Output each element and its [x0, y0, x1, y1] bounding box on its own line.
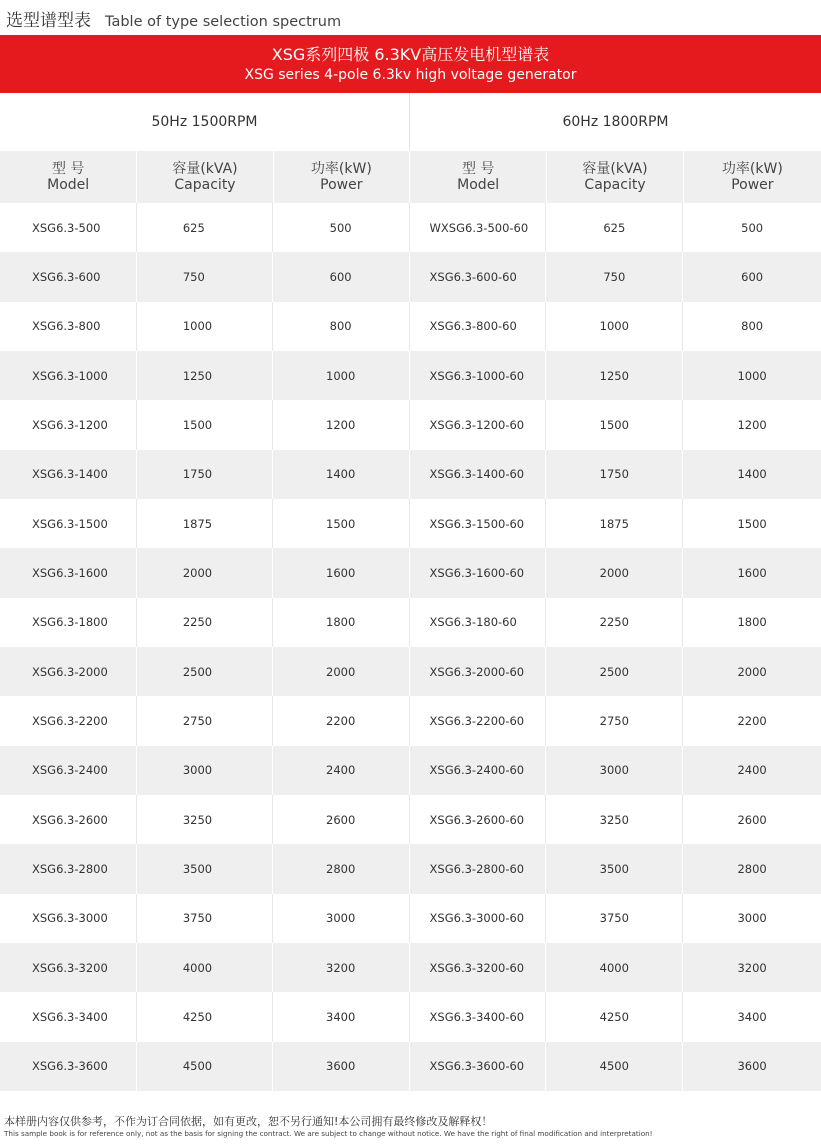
cell-capacity-50: 2750 [137, 696, 273, 745]
footer-en: This sample book is for reference only, not as the basis for signing the contract. We are subject to change without notice. We have the right of final modification and interpretation! [4, 1129, 653, 1138]
table-row [0, 400, 821, 449]
table-row [0, 302, 821, 351]
cell-power-60: 2600 [737, 812, 767, 827]
header-model-50 [0, 151, 137, 203]
frequency-60hz: 60Hz 1800RPM [410, 93, 821, 151]
cell-power-60: 3400 [737, 1009, 767, 1024]
cell-power-50: 1500 [273, 499, 410, 548]
page-title-en: Table of type selection spectrum [105, 14, 342, 30]
table-row [0, 548, 821, 597]
header-en: Capacity [174, 177, 236, 193]
cell-model-50: XSG6.3-3400 [0, 992, 137, 1041]
cell-power-60: 500 [741, 220, 764, 235]
cell-capacity-50: 3000 [137, 746, 273, 795]
header-en: Power [320, 177, 363, 193]
cell-capacity-50: 1000 [137, 302, 273, 351]
cell-capacity-50: 1750 [137, 450, 273, 499]
cell-power-60: 2800 [737, 861, 767, 876]
table-row [0, 450, 821, 499]
cell-power-50: 2600 [273, 795, 410, 844]
table-row [0, 1042, 821, 1091]
cell-capacity-60: 2000 [546, 548, 683, 597]
spec-table [0, 35, 821, 1091]
cell-capacity-50: 1875 [137, 499, 273, 548]
header-zh: 功率(kW) [310, 161, 372, 177]
cell-model-60: XSG6.3-2000-60 [410, 647, 547, 696]
cell-power-60: 1000 [737, 368, 767, 383]
cell-model-60: XSG6.3-1400-60 [410, 450, 547, 499]
cell-model-60: XSG6.3-2600-60 [410, 795, 547, 844]
header-en: Model [457, 177, 500, 193]
header-en: Model [47, 177, 90, 193]
cell-power-60: 1600 [737, 565, 767, 580]
cell-model-60: XSG6.3-800-60 [410, 302, 547, 351]
cell-power-50: 1000 [273, 351, 410, 400]
cell-capacity-50: 2250 [137, 598, 273, 647]
table-row [0, 746, 821, 795]
frequency-50hz: 50Hz 1500RPM [0, 93, 410, 151]
header-zh: 型 号 [461, 161, 495, 177]
cell-capacity-60: 750 [546, 252, 683, 301]
header-zh: 功率(kW) [721, 161, 783, 177]
cell-capacity-60: 2750 [546, 696, 683, 745]
table-banner [0, 35, 821, 93]
table-row [0, 992, 821, 1041]
cell-capacity-50: 2500 [137, 647, 273, 696]
cell-model-50: XSG6.3-1600 [0, 548, 137, 597]
cell-power-60: 3200 [737, 960, 767, 975]
cell-capacity-60: 3750 [546, 894, 683, 943]
header-capacity-50 [137, 151, 273, 203]
cell-power-50: 1200 [273, 400, 410, 449]
cell-model-60: XSG6.3-2200-60 [410, 696, 547, 745]
header-zh: 型 号 [51, 161, 85, 177]
cell-model-50: XSG6.3-3200 [0, 943, 137, 992]
header-power-50 [274, 151, 410, 203]
cell-model-50: XSG6.3-1200 [0, 400, 137, 449]
cell-model-50: XSG6.3-1400 [0, 450, 137, 499]
cell-model-60: XSG6.3-3200-60 [410, 943, 547, 992]
banner-title-zh: XSG系列四极 6.3KV高压发电机型谱表 [271, 45, 550, 64]
cell-capacity-60: 1250 [546, 351, 683, 400]
cell-model-60: XSG6.3-3400-60 [410, 992, 547, 1041]
cell-power-60: 3600 [737, 1059, 767, 1074]
cell-model-60: XSG6.3-2400-60 [410, 746, 547, 795]
cell-capacity-60: 4500 [546, 1042, 683, 1091]
table-row [0, 598, 821, 647]
cell-model-60: XSG6.3-180-60 [410, 598, 547, 647]
cell-model-60: XSG6.3-1200-60 [410, 400, 547, 449]
cell-power-50: 2000 [273, 647, 410, 696]
cell-model-50: XSG6.3-500 [0, 203, 137, 252]
table-row [0, 203, 821, 252]
cell-power-60: 3000 [737, 911, 767, 926]
banner-title-en: XSG series 4-pole 6.3kv high voltage generator [244, 67, 577, 83]
cell-power-60: 800 [741, 319, 764, 334]
table-row [0, 647, 821, 696]
cell-model-60: XSG6.3-600-60 [410, 252, 547, 301]
cell-power-50: 3200 [273, 943, 410, 992]
cell-model-60: XSG6.3-1600-60 [410, 548, 547, 597]
cell-power-50: 500 [273, 203, 410, 252]
cell-model-60: XSG6.3-3600-60 [410, 1042, 547, 1091]
cell-power-60: 2200 [737, 713, 767, 728]
cell-capacity-60: 4000 [546, 943, 683, 992]
table-row [0, 696, 821, 745]
page-title [6, 6, 341, 32]
cell-model-50: XSG6.3-2800 [0, 844, 137, 893]
cell-model-50: XSG6.3-3600 [0, 1042, 137, 1091]
cell-model-60: XSG6.3-3000-60 [410, 894, 547, 943]
table-row [0, 252, 821, 301]
header-model-60 [410, 151, 547, 203]
cell-capacity-60: 1000 [546, 302, 683, 351]
cell-capacity-50: 4500 [137, 1042, 273, 1091]
page-title-zh: 选型谱型表 [6, 11, 91, 31]
cell-power-50: 3400 [273, 992, 410, 1041]
cell-capacity-50: 750 [137, 252, 273, 301]
cell-model-50: XSG6.3-600 [0, 252, 137, 301]
cell-power-50: 3600 [273, 1042, 410, 1091]
cell-power-50: 1400 [273, 450, 410, 499]
header-capacity-60 [547, 151, 683, 203]
cell-model-60: XSG6.3-1000-60 [410, 351, 547, 400]
cell-capacity-50: 1250 [137, 351, 273, 400]
cell-model-50: XSG6.3-1500 [0, 499, 137, 548]
cell-capacity-60: 3500 [546, 844, 683, 893]
cell-power-60: 1400 [737, 467, 767, 482]
cell-model-50: XSG6.3-1800 [0, 598, 137, 647]
header-zh: 容量(kVA) [582, 161, 648, 177]
table-row [0, 943, 821, 992]
cell-model-60: XSG6.3-1500-60 [410, 499, 547, 548]
cell-model-50: XSG6.3-2600 [0, 795, 137, 844]
cell-model-50: XSG6.3-800 [0, 302, 137, 351]
cell-capacity-50: 4250 [137, 992, 273, 1041]
cell-power-60: 1800 [737, 615, 767, 630]
cell-model-50: XSG6.3-1000 [0, 351, 137, 400]
cell-model-60: XSG6.3-2800-60 [410, 844, 547, 893]
cell-model-60: WXSG6.3-500-60 [410, 203, 547, 252]
cell-capacity-50: 2000 [137, 548, 273, 597]
cell-power-60: 2400 [737, 763, 767, 778]
cell-power-50: 800 [273, 302, 410, 351]
cell-power-60: 600 [741, 269, 764, 284]
cell-model-50: XSG6.3-3000 [0, 894, 137, 943]
header-en: Capacity [584, 177, 646, 193]
cell-power-50: 1600 [273, 548, 410, 597]
table-body [0, 203, 821, 1091]
cell-capacity-60: 2500 [546, 647, 683, 696]
cell-capacity-50: 3250 [137, 795, 273, 844]
cell-capacity-50: 1500 [137, 400, 273, 449]
cell-capacity-60: 625 [546, 203, 683, 252]
cell-capacity-60: 4250 [546, 992, 683, 1041]
header-zh: 容量(kVA) [172, 161, 238, 177]
table-row [0, 351, 821, 400]
cell-capacity-60: 1500 [546, 400, 683, 449]
table-row [0, 499, 821, 548]
cell-power-60: 1500 [737, 516, 767, 531]
cell-capacity-60: 1750 [546, 450, 683, 499]
frequency-row [0, 93, 821, 151]
cell-model-50: XSG6.3-2000 [0, 647, 137, 696]
cell-model-50: XSG6.3-2400 [0, 746, 137, 795]
cell-power-50: 2800 [273, 844, 410, 893]
column-header-row [0, 151, 821, 203]
footer-disclaimer [4, 1114, 819, 1139]
table-row [0, 894, 821, 943]
cell-model-50: XSG6.3-2200 [0, 696, 137, 745]
cell-capacity-60: 2250 [546, 598, 683, 647]
table-row [0, 795, 821, 844]
cell-capacity-50: 3750 [137, 894, 273, 943]
cell-capacity-60: 1875 [546, 499, 683, 548]
cell-capacity-50: 625 [137, 203, 273, 252]
cell-capacity-50: 3500 [137, 844, 273, 893]
cell-capacity-60: 3000 [546, 746, 683, 795]
cell-power-50: 600 [273, 252, 410, 301]
cell-power-50: 1800 [273, 598, 410, 647]
cell-power-50: 3000 [273, 894, 410, 943]
cell-power-60: 1200 [737, 417, 767, 432]
cell-power-50: 2400 [273, 746, 410, 795]
cell-power-50: 2200 [273, 696, 410, 745]
header-en: Power [731, 177, 774, 193]
cell-power-60: 2000 [737, 664, 767, 679]
table-row [0, 844, 821, 893]
cell-capacity-60: 3250 [546, 795, 683, 844]
footer-zh: 本样册内容仅供参考，不作为订合同依据，如有更改，恕不另行通知!本公司拥有最终修改及解释权！ [4, 1115, 493, 1128]
header-power-60 [684, 151, 821, 203]
cell-capacity-50: 4000 [137, 943, 273, 992]
